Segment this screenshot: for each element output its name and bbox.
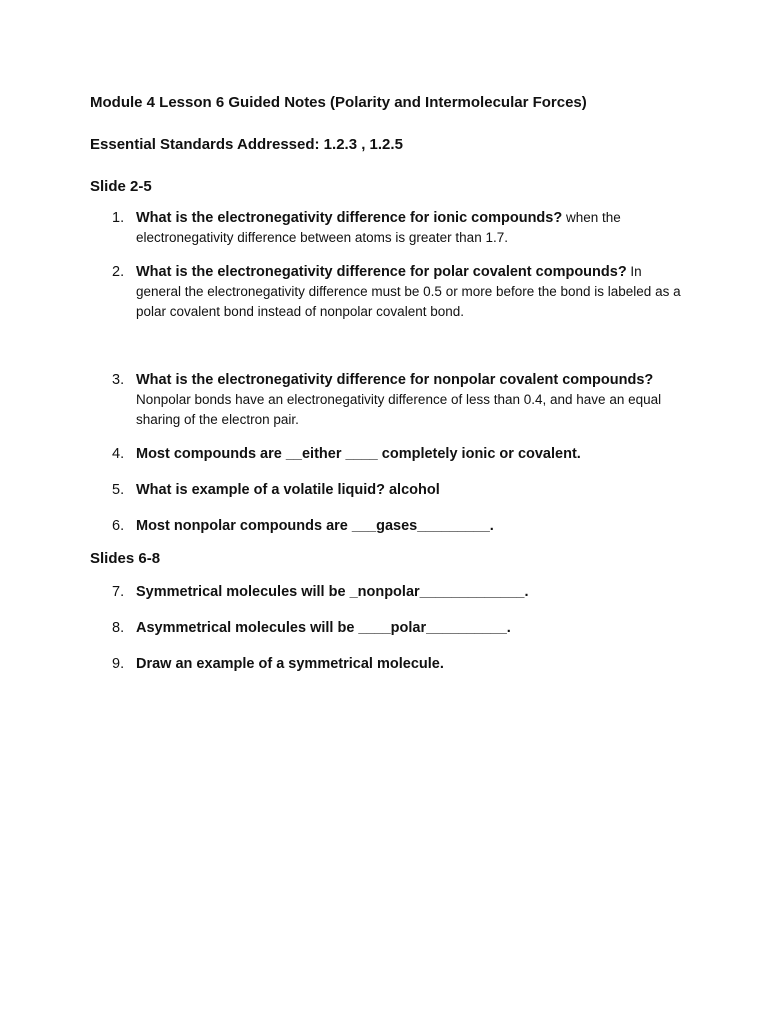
question-number: 1. [112,210,125,226]
question-item-8 [90,618,690,638]
question-item-5 [90,480,690,500]
question-item-7 [90,582,690,602]
question-text: What is the electronegativity difference for polar covalent compounds? [136,264,627,280]
guided-notes-page [90,92,690,674]
question-number: 3. [112,372,125,388]
question-item-9 [90,654,690,674]
section-heading-slides-6-8: Slides 6-8 [90,550,161,567]
question-item-1 [90,208,690,248]
question-number: 8. [112,620,125,636]
question-text: What is the electronegativity difference for ionic compounds? [136,210,563,226]
question-item-4 [90,444,690,464]
answer-text: In general the electronegativity difference must be 0.5 or more before the bond is labeled as a polar covalent bond instead of nonpolar covalent bond. [136,264,681,319]
answer-text: Nonpolar bonds have an electronegativity difference of less than 0.4, and have an equal sharing of the electron pair. [136,392,662,427]
question-text: Symmetrical molecules will be _nonpolar_____________. [136,584,529,600]
question-number: 5. [112,482,125,498]
question-item-2 [90,262,690,322]
answer-text: when the electronegativity difference between atoms is greater than 1.7. [136,210,621,245]
question-text: Most nonpolar compounds are ___gases_________. [136,518,494,534]
question-item-3 [90,370,690,430]
question-number: 2. [112,264,125,280]
question-text: Most compounds are __either ____ completely ionic or covalent. [136,446,581,462]
question-list-slides-2-5 [90,208,690,536]
question-number: 6. [112,518,125,534]
question-text: What is example of a volatile liquid? alcohol [136,482,440,498]
question-list-slides-6-8 [90,582,690,674]
question-number: 4. [112,446,125,462]
question-number: 7. [112,584,125,600]
section-heading-slide-2-5: Slide 2-5 [90,178,152,195]
question-text: Asymmetrical molecules will be ____polar__________. [136,620,511,636]
question-item-6 [90,516,690,536]
question-text: Draw an example of a symmetrical molecule. [136,656,444,672]
question-number: 9. [112,656,125,672]
question-text: What is the electronegativity difference for nonpolar covalent compounds? [136,372,654,388]
document-title: Module 4 Lesson 6 Guided Notes (Polarity and Intermolecular Forces) [90,94,587,111]
standards-addressed: Essential Standards Addressed: 1.2.3 , 1.2.5 [90,136,403,153]
